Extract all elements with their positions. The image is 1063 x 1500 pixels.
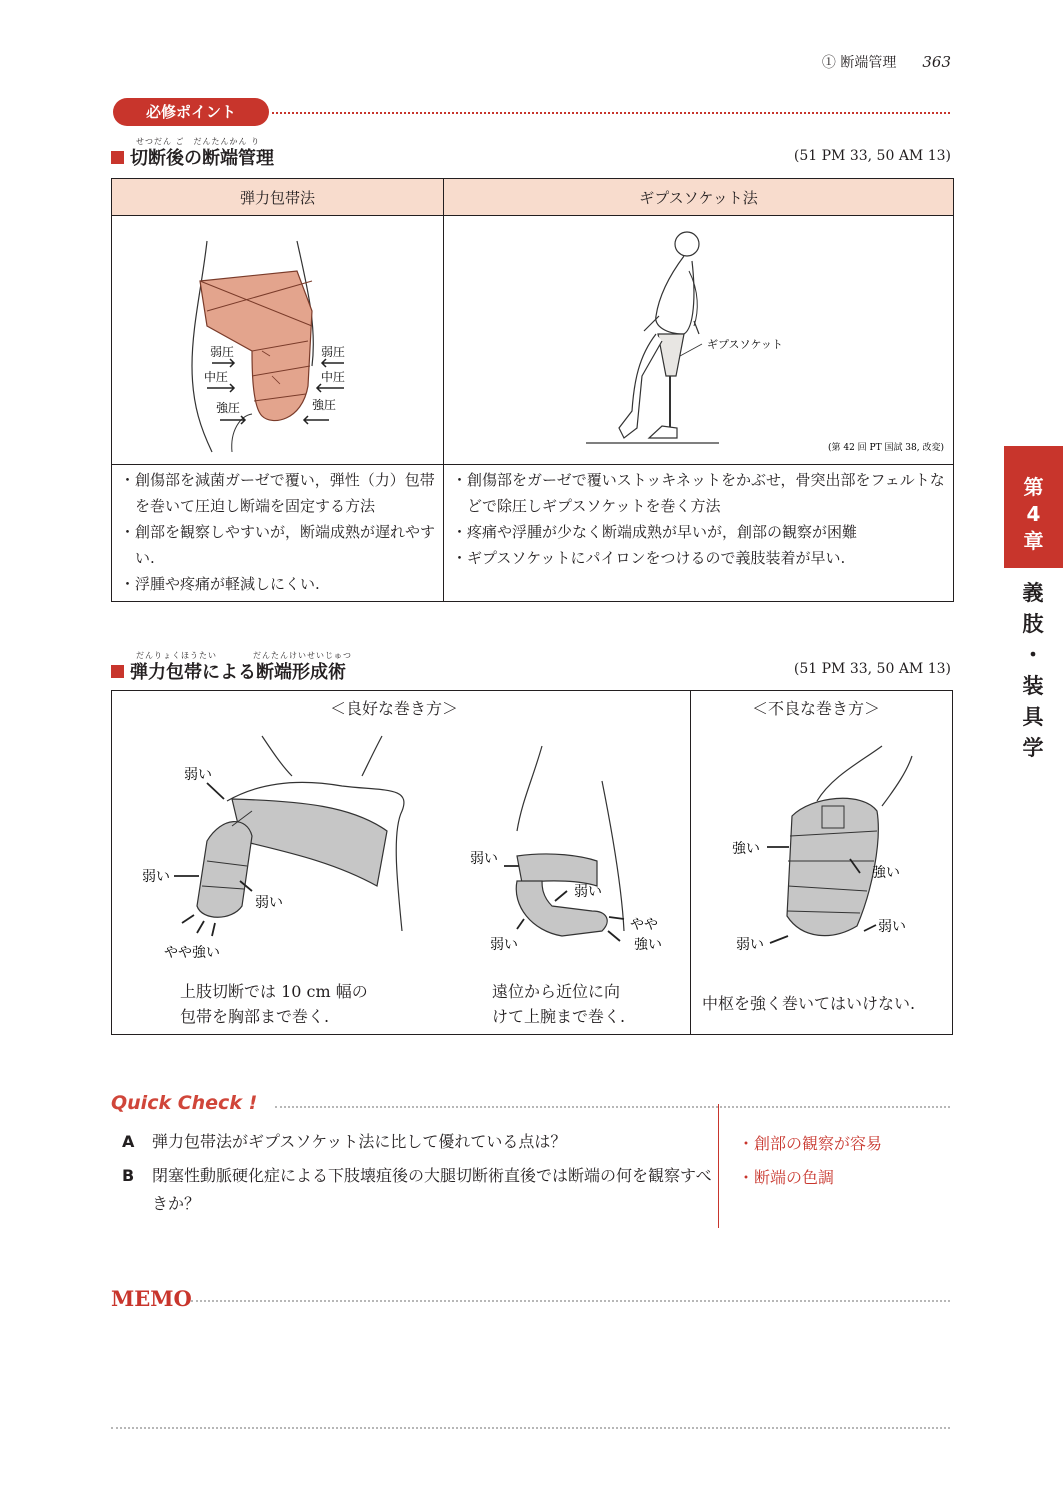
fig3b-label-1: 弱い [470, 851, 498, 867]
cast-socket-illustration [444, 216, 953, 460]
bad-heading: ＜不良な巻き方＞ [752, 699, 881, 718]
must-point-badge: 必修ポイント [113, 98, 269, 126]
memo-title: MEMO [111, 1286, 192, 1311]
fig-cast-cell [444, 216, 954, 465]
qc-question-a: A 弾力包帯法がギプスソケット法に比して優れている点は？ [122, 1132, 567, 1151]
fig3c-caption: 中枢を強く巻いてはいけない. [702, 994, 916, 1013]
fig1-left-3: 強圧 [216, 401, 241, 415]
section1-title-text: 切断後の断端管理 [130, 148, 274, 169]
elastic-bandage-illustration [112, 216, 443, 460]
fig3a-label-4: やや強い [164, 945, 220, 961]
fig3a-label-1: 弱い [184, 767, 212, 783]
qc-dots [275, 1106, 950, 1108]
fig3b-label-3: 弱い [490, 937, 518, 953]
fig1-right-3: 強圧 [312, 398, 337, 412]
desc1-item: ・創傷部を減菌ガーゼで覆い，弾性（力）包帯を巻いて圧迫し断端を固定する方法 [120, 471, 435, 515]
stump-illustrations [112, 691, 952, 991]
fig3b-label-4: やや [630, 917, 658, 933]
section1-ref: (51 PM 33, 50 AM 13) [793, 148, 951, 164]
fig3b-label-2: 弱い [574, 884, 602, 900]
fig-elastic-cell [112, 216, 444, 465]
section2-title-text: 弾力包帯による断端形成術 [130, 662, 346, 683]
desc1-item: ・創部を観察しやすいが，断端成熟が遅れやすい. [120, 523, 436, 567]
fig3a-label-3: 弱い [255, 895, 283, 911]
page-number: 363 [922, 53, 951, 71]
good-heading: ＜良好な巻き方＞ [330, 699, 459, 718]
section1-title [111, 144, 274, 170]
qc-divider [718, 1104, 719, 1228]
cast-source: (第 42 回 PT 国試 38, 改変) [827, 443, 944, 453]
quick-check-title: Quick Check ! [111, 1092, 258, 1114]
desc1-item: ・浮腫や疼痛が軽減しにくい. [120, 575, 320, 593]
fig3c-label-3: 弱い [878, 919, 906, 935]
chapter-tab: 第 4 章 [1004, 446, 1063, 568]
running-header [822, 52, 951, 72]
bandage-table [111, 178, 954, 602]
fig1-left-1: 弱圧 [210, 345, 235, 359]
section2-ref: (51 PM 33, 50 AM 13) [793, 661, 951, 677]
fig3b-label-5: 強い [634, 937, 662, 953]
section2-title [111, 658, 346, 684]
desc2-item: ・創傷部をガーゼで覆いストッキネットをかぶせ，骨突出部をフェルトなどで除圧しギプスソケットを巻く方法 [452, 471, 945, 515]
desc2-item: ・疼痛や浮腫が少なく断端成熟が早いが，創部の観察が困難 [452, 523, 858, 541]
memo-dots-bottom [111, 1427, 950, 1429]
desc2-item: ・ギプスソケットにパイロンをつけるので義肢装着が早い. [452, 549, 846, 567]
chapter-title: 義 肢 ・ 装 具 学 [1022, 581, 1044, 760]
fig3a-caption: 上肢切断では 10 cm 幅の 包帯を胸部まで巻く. [180, 982, 368, 1026]
cast-socket-label: ギプスソケット [707, 338, 783, 351]
desc-cast [444, 465, 954, 602]
section2-ruby: だんりょくほうたい だんたんけいせいじゅつ [136, 651, 352, 660]
stump-figure-box [111, 690, 953, 1035]
fig1-right-1: 弱圧 [321, 345, 346, 359]
qc-question-b: B 閉塞性動脈硬化症による下肢壊疽後の大腿切断術直後では断端の何を観察すべきか？ [122, 1166, 712, 1213]
qc-answer-b: ・断端の色調 [738, 1168, 835, 1187]
fig3b-caption: 遠位から近位に向 けて上腕まで巻く. [492, 982, 626, 1026]
desc-elastic [112, 465, 444, 602]
header-section: ① 断端管理 [821, 55, 897, 71]
section1-ruby: せつだん ご だんたんかん り [136, 137, 261, 146]
col-elastic: 弾力包帯法 [112, 179, 444, 216]
fig3c-label-4: 弱い [736, 937, 764, 953]
fig3c-label-2: 強い [872, 865, 900, 881]
qc-answer-a: ・創部の観察が容易 [738, 1134, 883, 1153]
divider-dots [272, 112, 950, 114]
memo-dots-top [191, 1300, 950, 1302]
fig1-left-2: 中圧 [204, 370, 229, 384]
fig3c-label-1: 強い [732, 841, 760, 857]
col-cast: ギプスソケット法 [444, 179, 954, 216]
fig3a-label-2: 弱い [142, 869, 170, 885]
fig1-right-2: 中圧 [321, 370, 346, 384]
